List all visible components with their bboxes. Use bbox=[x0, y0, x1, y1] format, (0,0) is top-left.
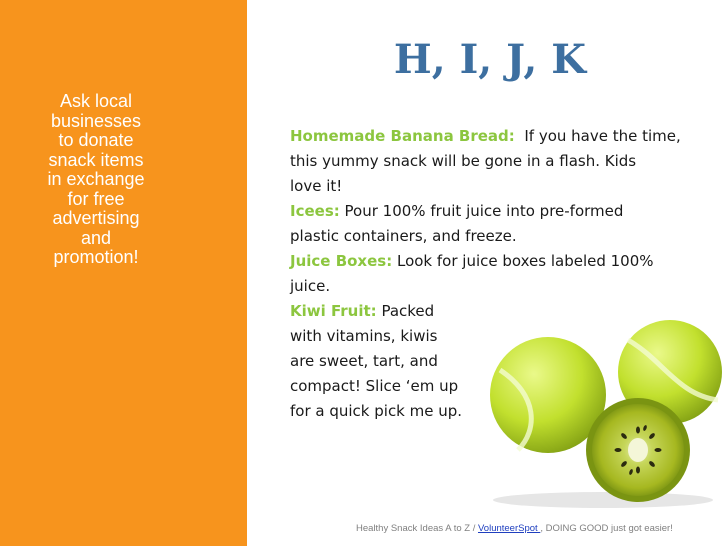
item-text: Pour 100% fruit juice into pre-formed bbox=[344, 202, 624, 220]
kiwi-core bbox=[628, 438, 648, 462]
item-text: compact! Slice ‘em up bbox=[290, 377, 459, 395]
sidebar-line: advertising bbox=[52, 208, 140, 228]
footer bbox=[356, 523, 728, 534]
footer-suffix: , DOING GOOD just got easier! bbox=[540, 523, 673, 534]
item-text: plastic containers, and freeze. bbox=[290, 227, 517, 245]
list-item-icees bbox=[290, 199, 710, 249]
item-text: love it! bbox=[290, 177, 343, 195]
sidebar-line: in exchange bbox=[47, 169, 145, 189]
sidebar-line: promotion! bbox=[53, 247, 139, 267]
kiwi-tennis-ball-image bbox=[478, 300, 728, 510]
sidebar-line: for free bbox=[67, 188, 125, 209]
sidebar-line: Ask local bbox=[59, 91, 133, 111]
sidebar-message bbox=[0, 92, 192, 268]
sidebar-line: and bbox=[80, 227, 112, 248]
page-title: H, I, J, K bbox=[393, 36, 587, 83]
list-item-juice-boxes bbox=[290, 249, 710, 299]
item-text: Look for juice boxes labeled 100% bbox=[396, 252, 654, 270]
footer-prefix: Healthy Snack Ideas A to Z / bbox=[356, 523, 478, 534]
item-label: Juice Boxes: bbox=[290, 252, 393, 270]
item-text: this yummy snack will be gone in a flash. Kids bbox=[290, 152, 637, 170]
item-label: Homemade Banana Bread: bbox=[290, 127, 515, 145]
item-text: juice. bbox=[290, 277, 331, 295]
item-label: Icees: bbox=[290, 202, 340, 220]
sidebar-line: to donate bbox=[58, 130, 134, 150]
sidebar-panel bbox=[0, 0, 247, 546]
item-text: If you have the time, bbox=[524, 127, 681, 145]
item-text: are sweet, tart, and bbox=[290, 352, 438, 370]
item-text: with vitamins, kiwis bbox=[290, 327, 438, 345]
item-text: for a quick pick me up. bbox=[290, 402, 463, 420]
volunteerspot-link[interactable]: VolunteerSpot bbox=[477, 523, 541, 534]
list-item-banana-bread bbox=[290, 124, 710, 199]
shadow bbox=[493, 492, 713, 508]
sidebar-line: businesses bbox=[50, 110, 142, 131]
item-label: Kiwi Fruit: bbox=[290, 302, 377, 320]
item-text: Packed bbox=[381, 302, 435, 320]
sidebar-line: snack items bbox=[48, 149, 144, 170]
